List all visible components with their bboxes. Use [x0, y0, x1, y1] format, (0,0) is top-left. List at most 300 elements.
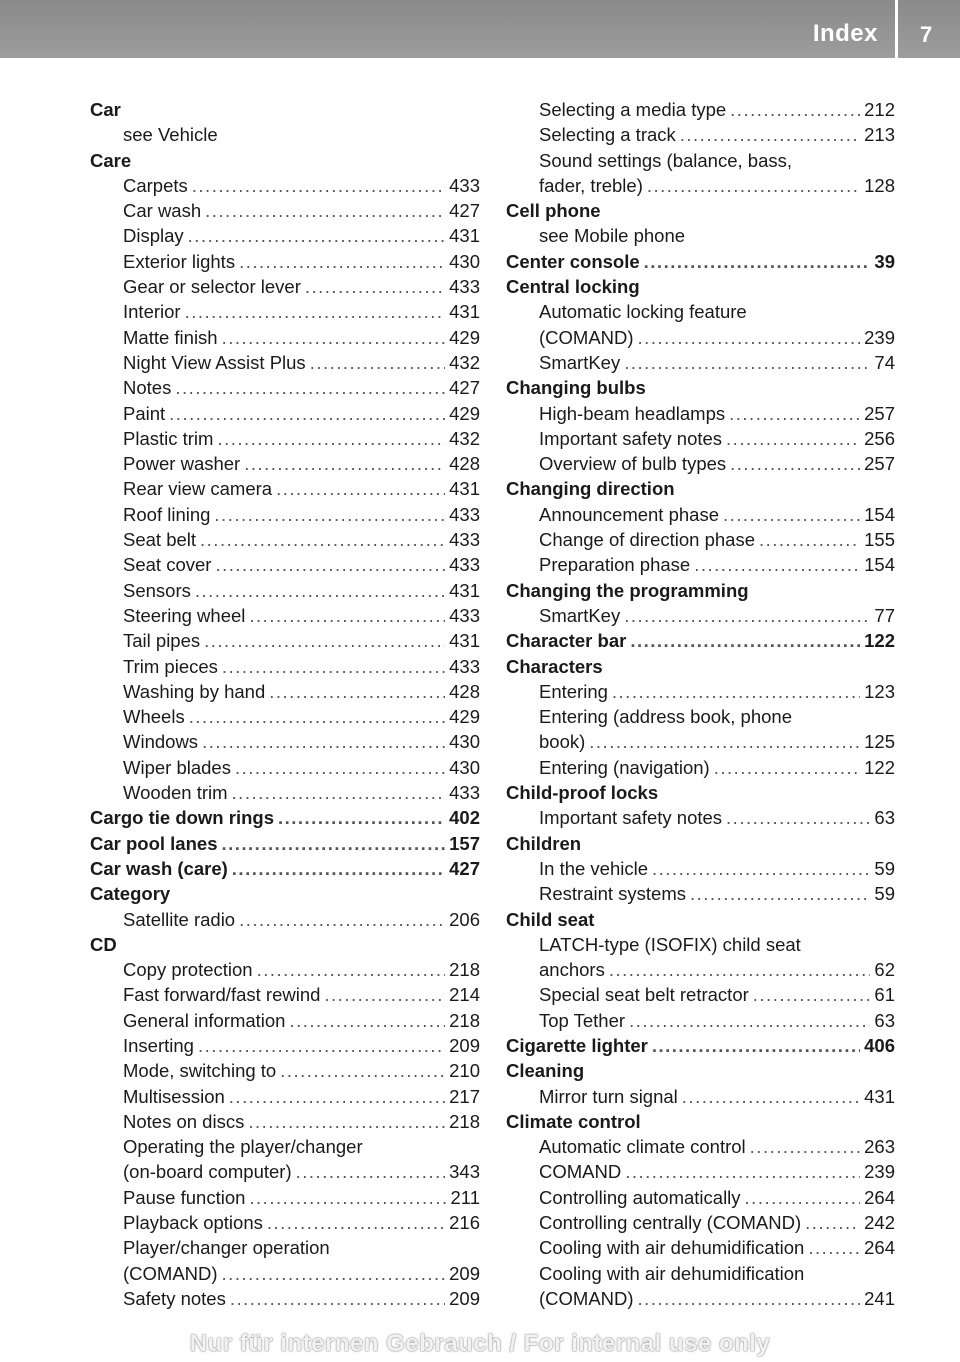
page-ref: 431 — [449, 579, 480, 601]
index-heading — [506, 628, 895, 653]
leader-dots — [612, 679, 860, 704]
index-subentry — [90, 1109, 480, 1134]
index-subentry — [506, 122, 895, 147]
index-heading — [90, 856, 480, 881]
leader-dots — [805, 1210, 860, 1235]
entry-text: CD — [90, 933, 117, 955]
entry-text: Entering (navigation) — [539, 756, 710, 778]
page-ref: 157 — [449, 832, 480, 854]
entry-text: Child seat — [506, 908, 595, 930]
index-subentry — [90, 1261, 480, 1286]
index-subentry — [506, 704, 895, 729]
leader-dots — [625, 1159, 860, 1184]
entry-text: Sound settings (balance, bass, — [539, 149, 792, 171]
index-subentry — [90, 401, 480, 426]
entry-text: Child-proof locks — [506, 782, 659, 804]
index-heading — [506, 780, 895, 805]
leader-dots — [222, 1261, 446, 1286]
index-subentry — [90, 780, 480, 805]
page-ref: 214 — [449, 984, 480, 1006]
entry-text: Exterior lights — [123, 250, 236, 272]
leader-dots — [644, 249, 871, 274]
index-heading — [506, 375, 895, 400]
entry-text: Automatic climate control — [539, 1136, 746, 1158]
index-subentry — [506, 982, 895, 1007]
entry-text: (COMAND) — [123, 1262, 218, 1284]
index-subentry — [506, 97, 895, 122]
page-ref: 432 — [449, 427, 480, 449]
index-subentry — [506, 299, 895, 324]
leader-dots — [257, 957, 446, 982]
entry-text: SmartKey — [539, 351, 621, 373]
entry-text: Paint — [123, 402, 166, 424]
index-subentry — [90, 122, 480, 147]
leader-dots — [726, 805, 870, 830]
page-ref: 209 — [449, 1034, 480, 1056]
entry-text: Cell phone — [506, 200, 601, 222]
leader-dots — [289, 1008, 445, 1033]
page-ref: 257 — [864, 453, 895, 475]
leader-dots — [759, 527, 860, 552]
index-subentry — [90, 957, 480, 982]
entry-text: Car — [90, 99, 121, 120]
leader-dots — [278, 805, 445, 830]
index-subentry — [90, 982, 480, 1007]
page-ref: 217 — [449, 1085, 480, 1107]
index-heading — [90, 831, 480, 856]
page-ref: 431 — [449, 478, 480, 500]
entry-text: Wiper blades — [123, 756, 231, 778]
page-ref: 212 — [864, 99, 895, 120]
leader-dots — [624, 350, 870, 375]
leader-dots — [629, 1008, 870, 1033]
leader-dots — [630, 628, 860, 653]
page-ref: 427 — [449, 200, 480, 222]
index-subentry — [90, 1033, 480, 1058]
index-subentry — [506, 679, 895, 704]
page-ref: 239 — [864, 326, 895, 348]
index-heading — [506, 654, 895, 679]
page-ref: 77 — [874, 604, 895, 626]
entry-text: Central locking — [506, 276, 640, 298]
page-ref: 210 — [449, 1060, 480, 1082]
entry-text: Top Tether — [539, 1009, 626, 1031]
entry-text: General information — [123, 1009, 286, 1031]
page-ref: 155 — [864, 529, 895, 551]
entry-text: Safety notes — [123, 1287, 226, 1309]
page-ref: 62 — [874, 959, 895, 981]
leader-dots — [694, 552, 860, 577]
page-ref: 122 — [864, 756, 895, 778]
leader-dots — [217, 426, 445, 451]
entry-text: Rear view camera — [123, 478, 273, 500]
page-ref: 209 — [449, 1262, 480, 1284]
entry-text: Mirror turn signal — [539, 1085, 678, 1107]
index-subentry — [506, 1134, 895, 1159]
leader-dots — [248, 1109, 445, 1134]
leader-dots — [214, 502, 445, 527]
leader-dots — [235, 755, 445, 780]
index-subentry — [506, 1084, 895, 1109]
entry-text: Car wash — [123, 200, 202, 222]
page-ref: 241 — [864, 1287, 895, 1309]
page-ref: 427 — [449, 857, 480, 879]
index-column-left — [90, 97, 480, 1311]
page-ref: 433 — [449, 174, 480, 196]
page-ref: 63 — [874, 1009, 895, 1031]
index-subentry — [506, 1185, 895, 1210]
page-ref: 154 — [864, 503, 895, 525]
page-ref: 218 — [449, 959, 480, 981]
index-subentry — [90, 274, 480, 299]
index-subentry — [506, 1210, 895, 1235]
index-subentry — [506, 1008, 895, 1033]
index-heading — [506, 249, 895, 274]
page-ref: 63 — [874, 807, 895, 829]
page-ref: 122 — [864, 630, 895, 652]
entry-text: Children — [506, 832, 582, 854]
entry-text: Wheels — [123, 706, 185, 728]
entry-text: anchors — [539, 959, 605, 981]
index-column-right — [506, 97, 895, 1311]
index-heading — [506, 578, 895, 603]
index-heading — [90, 805, 480, 830]
entry-text: Sensors — [123, 579, 191, 601]
entry-text: Inserting — [123, 1034, 194, 1056]
index-subentry — [90, 1134, 480, 1159]
page-ref: 123 — [864, 680, 895, 702]
page-ref: 428 — [449, 680, 480, 702]
entry-text: Interior — [123, 301, 181, 323]
entry-text: Plastic trim — [123, 427, 214, 449]
leader-dots — [753, 982, 871, 1007]
page-ref: 154 — [864, 554, 895, 576]
page-ref: 216 — [449, 1212, 480, 1234]
index-heading — [90, 97, 480, 122]
header-divider — [895, 0, 898, 58]
index-subentry — [90, 755, 480, 780]
index-subentry — [90, 1084, 480, 1109]
entry-text: Cigarette lighter — [506, 1034, 648, 1056]
leader-dots — [189, 704, 445, 729]
entry-text: SmartKey — [539, 604, 621, 626]
index-heading — [90, 148, 480, 173]
entry-text: Changing the programming — [506, 579, 749, 601]
page-ref: 257 — [864, 402, 895, 424]
page-ref: 433 — [449, 655, 480, 677]
index-subentry — [506, 502, 895, 527]
entry-text: LATCH-type (ISOFIX) child seat — [539, 933, 801, 955]
page-ref: 429 — [449, 402, 480, 424]
leader-dots — [202, 729, 445, 754]
leader-dots — [269, 679, 445, 704]
entry-text: Changing direction — [506, 478, 675, 500]
entry-text: In the vehicle — [539, 857, 649, 879]
entry-text: Satellite radio — [123, 908, 236, 930]
leader-dots — [244, 451, 445, 476]
entry-text: Climate control — [506, 1110, 641, 1132]
index-heading — [506, 1109, 895, 1134]
page-ref: 433 — [449, 276, 480, 298]
entry-text: Display — [123, 225, 184, 247]
entry-text: Important safety notes — [539, 807, 723, 829]
index-subentry — [90, 1159, 480, 1184]
leader-dots — [680, 122, 860, 147]
leader-dots — [195, 578, 445, 603]
entry-text: Trim pieces — [123, 655, 218, 677]
entry-text: Important safety notes — [539, 427, 723, 449]
leader-dots — [222, 654, 445, 679]
index-subentry — [90, 375, 480, 400]
entry-text: Car pool lanes — [90, 832, 218, 854]
index-subentry — [506, 451, 895, 476]
entry-text: Character bar — [506, 630, 627, 652]
index-subentry — [506, 426, 895, 451]
index-subentry — [90, 502, 480, 527]
leader-dots — [624, 603, 870, 628]
entry-text: Entering — [539, 680, 608, 702]
leader-dots — [229, 1084, 445, 1109]
leader-dots — [204, 628, 445, 653]
page-ref: 263 — [864, 1136, 895, 1158]
entry-text: Copy protection — [123, 959, 253, 981]
leader-dots — [310, 350, 445, 375]
index-subentry — [90, 704, 480, 729]
page-ref: 430 — [449, 731, 480, 753]
leader-dots — [239, 249, 445, 274]
entry-text: Cargo tie down rings — [90, 807, 274, 829]
page-ref: 59 — [874, 857, 895, 879]
index-subentry — [90, 350, 480, 375]
index-heading — [506, 198, 895, 223]
page-ref: 213 — [864, 124, 895, 146]
index-subentry — [506, 881, 895, 906]
index-subentry — [90, 679, 480, 704]
page-ref: 128 — [864, 174, 895, 196]
page-ref: 431 — [449, 630, 480, 652]
index-subentry — [506, 1159, 895, 1184]
page-ref: 429 — [449, 706, 480, 728]
index-subentry — [506, 932, 895, 957]
entry-text: Cooling with air dehumidification — [539, 1237, 805, 1259]
entry-text: Controlling automatically — [539, 1186, 741, 1208]
page-ref: 433 — [449, 782, 480, 804]
entry-text: Fast forward/fast rewind — [123, 984, 321, 1006]
leader-dots — [230, 1286, 445, 1311]
entry-text: Night View Assist Plus — [123, 351, 306, 373]
leader-dots — [169, 401, 445, 426]
leader-dots — [276, 476, 445, 501]
index-subentry — [90, 426, 480, 451]
leader-dots — [638, 1286, 861, 1311]
entry-text: Seat cover — [123, 554, 212, 576]
index-subentry — [90, 1058, 480, 1083]
leader-dots — [249, 1185, 446, 1210]
page-ref: 61 — [874, 984, 895, 1006]
entry-text: (COMAND) — [539, 1287, 634, 1309]
entry-text: Selecting a track — [539, 124, 676, 146]
leader-dots — [205, 198, 445, 223]
index-subentry — [506, 755, 895, 780]
index-subentry — [90, 325, 480, 350]
index-subentry — [90, 729, 480, 754]
leader-dots — [249, 603, 445, 628]
entry-text: Carpets — [123, 174, 188, 196]
entry-text: see Mobile phone — [539, 225, 686, 247]
entry-text: Multisession — [123, 1085, 225, 1107]
page-ref: 59 — [874, 883, 895, 905]
index-heading — [90, 881, 480, 906]
leader-dots — [305, 274, 445, 299]
index-subentry — [90, 603, 480, 628]
entry-text: Preparation phase — [539, 554, 691, 576]
index-heading — [506, 476, 895, 501]
entry-text: Tail pipes — [123, 630, 201, 652]
index-subentry — [90, 1286, 480, 1311]
leader-dots — [296, 1159, 445, 1184]
entry-text: Pause function — [123, 1186, 246, 1208]
leader-dots — [647, 173, 860, 198]
leader-dots — [723, 502, 860, 527]
page-ref: 74 — [874, 351, 895, 373]
entry-text: Special seat belt retractor — [539, 984, 749, 1006]
entry-text: Wooden trim — [123, 782, 228, 804]
page-ref: 125 — [864, 731, 895, 753]
entry-text: see Vehicle — [123, 124, 218, 146]
leader-dots — [232, 856, 445, 881]
entry-text: Cleaning — [506, 1060, 585, 1082]
index-subentry — [90, 173, 480, 198]
index-subentry — [506, 856, 895, 881]
page-ref: 343 — [449, 1161, 480, 1183]
page-ref: 433 — [449, 503, 480, 525]
page-ref: 430 — [449, 756, 480, 778]
index-subentry — [506, 223, 895, 248]
entry-text: Power washer — [123, 453, 241, 475]
leader-dots — [589, 729, 860, 754]
leader-dots — [652, 856, 870, 881]
index-subentry — [90, 198, 480, 223]
leader-dots — [188, 223, 445, 248]
entry-text: Washing by hand — [123, 680, 266, 702]
page-ref: 433 — [449, 604, 480, 626]
entry-text: Change of direction phase — [539, 529, 755, 551]
entry-text: Notes on discs — [123, 1110, 245, 1132]
entry-text: Steering wheel — [123, 604, 246, 626]
index-subentry — [90, 1185, 480, 1210]
index-heading — [506, 907, 895, 932]
leader-dots — [638, 325, 861, 350]
leader-dots — [652, 1033, 860, 1058]
page-ref: 264 — [864, 1186, 895, 1208]
index-subentry — [506, 527, 895, 552]
entry-text: Automatic locking feature — [539, 301, 747, 323]
page-ref: 428 — [449, 453, 480, 475]
page-ref: 256 — [864, 427, 895, 449]
entry-text: (COMAND) — [539, 326, 634, 348]
entry-text: Mode, switching to — [123, 1060, 277, 1082]
page-ref: 431 — [449, 301, 480, 323]
index-subentry — [90, 527, 480, 552]
index-subentry — [90, 476, 480, 501]
page-ref: 433 — [449, 554, 480, 576]
entry-text: Controlling centrally (COMAND) — [539, 1212, 802, 1234]
index-subentry — [506, 1261, 895, 1286]
index-subentry — [506, 325, 895, 350]
page-ref: 406 — [864, 1034, 895, 1056]
index-subentry — [506, 401, 895, 426]
leader-dots — [690, 881, 870, 906]
leader-dots — [730, 97, 860, 122]
page-ref: 264 — [864, 1237, 895, 1259]
entry-text: Selecting a media type — [539, 99, 727, 120]
leader-dots — [729, 401, 860, 426]
page-ref: 429 — [449, 326, 480, 348]
leader-dots — [280, 1058, 445, 1083]
header-bar — [0, 0, 960, 58]
index-heading — [506, 1033, 895, 1058]
page-ref: 432 — [449, 351, 480, 373]
index-heading — [506, 831, 895, 856]
index-subentry — [506, 1235, 895, 1260]
entry-text: Roof lining — [123, 503, 211, 525]
entry-text: Notes — [123, 377, 172, 399]
entry-text: COMAND — [539, 1161, 622, 1183]
page-ref: 402 — [449, 807, 480, 829]
leader-dots — [324, 982, 445, 1007]
page-ref: 242 — [864, 1212, 895, 1234]
leader-dots — [267, 1210, 445, 1235]
page-ref: 431 — [449, 225, 480, 247]
entry-text: Seat belt — [123, 529, 197, 551]
entry-text: Category — [90, 883, 171, 905]
leader-dots — [714, 755, 860, 780]
index-subentry — [90, 223, 480, 248]
page-ref: 39 — [874, 250, 895, 272]
page-ref: 211 — [450, 1186, 480, 1208]
entry-text: Changing bulbs — [506, 377, 646, 399]
index-subentry — [90, 654, 480, 679]
entry-text: Matte finish — [123, 326, 218, 348]
index-subentry — [90, 552, 480, 577]
entry-text: Playback options — [123, 1212, 263, 1234]
page-ref: 430 — [449, 250, 480, 272]
entry-text: book) — [539, 731, 586, 753]
index-heading — [506, 1058, 895, 1083]
section-title: Index — [812, 20, 878, 47]
leader-dots — [808, 1235, 860, 1260]
leader-dots — [745, 1185, 861, 1210]
entry-text: Car wash (care) — [90, 857, 228, 879]
index-subentry — [506, 1286, 895, 1311]
index-subentry — [90, 628, 480, 653]
index-subentry — [506, 729, 895, 754]
entry-text: (on-board computer) — [123, 1161, 292, 1183]
entry-text: fader, treble) — [539, 174, 643, 196]
leader-dots — [232, 780, 446, 805]
entry-text: Restraint systems — [539, 883, 687, 905]
index-subentry — [506, 148, 895, 173]
index-subentry — [506, 552, 895, 577]
entry-text: Announcement phase — [539, 503, 719, 525]
page-ref: 431 — [864, 1085, 895, 1107]
page-ref: 209 — [449, 1287, 480, 1309]
index-subentry — [506, 173, 895, 198]
entry-text: Center console — [506, 250, 640, 272]
index-subentry — [90, 299, 480, 324]
index-subentry — [90, 451, 480, 476]
entry-text: Overview of bulb types — [539, 453, 727, 475]
